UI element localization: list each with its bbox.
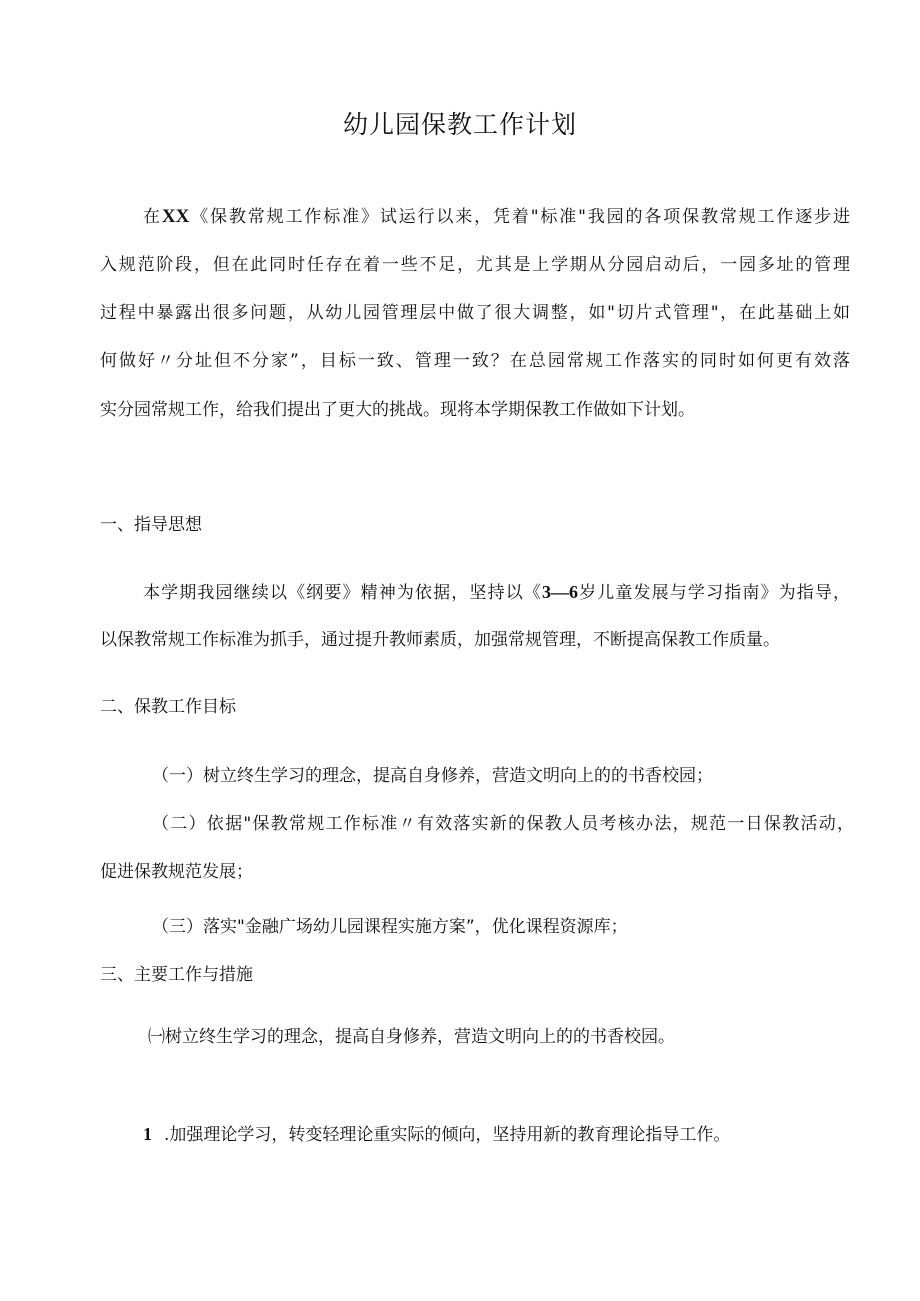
intro-line-4: 何做好〃分址但不分家”，目标一致、管理一致？在总园常规工作落实的同时如何更有效落 [100,351,850,371]
intro-xx: XX [161,206,190,227]
goal-item-3: （三）落实"金融广场幼儿园课程实施方案”，优化课程资源库； [152,917,628,937]
intro-line-2: 入规范阶段，但在此同时任存在着一些不足，尤其是上学期从分园启动后，一园多址的管理 [100,255,850,275]
section-2-heading: 二、保教工作目标 [100,697,236,717]
measures-subheading-1: ㈠树立终生学习的理念，提高自身修养，营造文明向上的的书香校园。 [148,1027,675,1047]
section-1-prefix: 本学期我园继续以《纲要》精神为依据，坚持以《 [143,583,542,603]
section-1-line-1 [143,580,850,605]
measure-point-1 [143,1122,730,1147]
goal-item-1: （一）树立终生学习的理念，提高自身修养，营造文明向上的的书香校园； [152,766,713,786]
measure-point-text: .加强理论学习，转变轻理论重实际的倾向，坚持用新的教育理论指导工作。 [164,1125,731,1145]
intro-line-3: 过程中暴露出很多问题，从幼儿园管理层中做了很大调整，如"切片式管理"，在此基础上如 [100,303,850,323]
intro-prefix: 在 [143,207,162,227]
intro-line-1 [143,205,850,229]
measure-point-number: 1 [143,1124,152,1144]
document-title: 幼儿园保教工作计划 [342,110,577,139]
section-1-line-2: 以保教常规工作标准为抓手，通过提升教师素质，加强常规管理，不断提高保教工作质量。 [100,630,780,650]
section-1-line-1-text: 岁儿童发展与学习指南》为指导， [577,583,851,603]
intro-line-1-text: 《保教常规工作标准》试运行以来，凭着"标准"我园的各项保教常规工作逐步进 [189,207,851,227]
age-range: 3—6 [541,582,578,602]
goal-item-2-line-1: （二）依据"保教常规工作标准〃有效落实新的保教人员考核办法，规范一日保教活动， [152,814,854,834]
section-1-heading: 一、指导思想 [100,515,202,535]
goal-item-2-line-2: 促进保教规范发展； [100,862,253,882]
section-3-heading: 三、主要工作与措施 [100,965,253,985]
intro-line-5: 实分园常规工作，给我们提出了更大的挑战。现将本学期保教工作做如下计划。 [100,400,695,420]
